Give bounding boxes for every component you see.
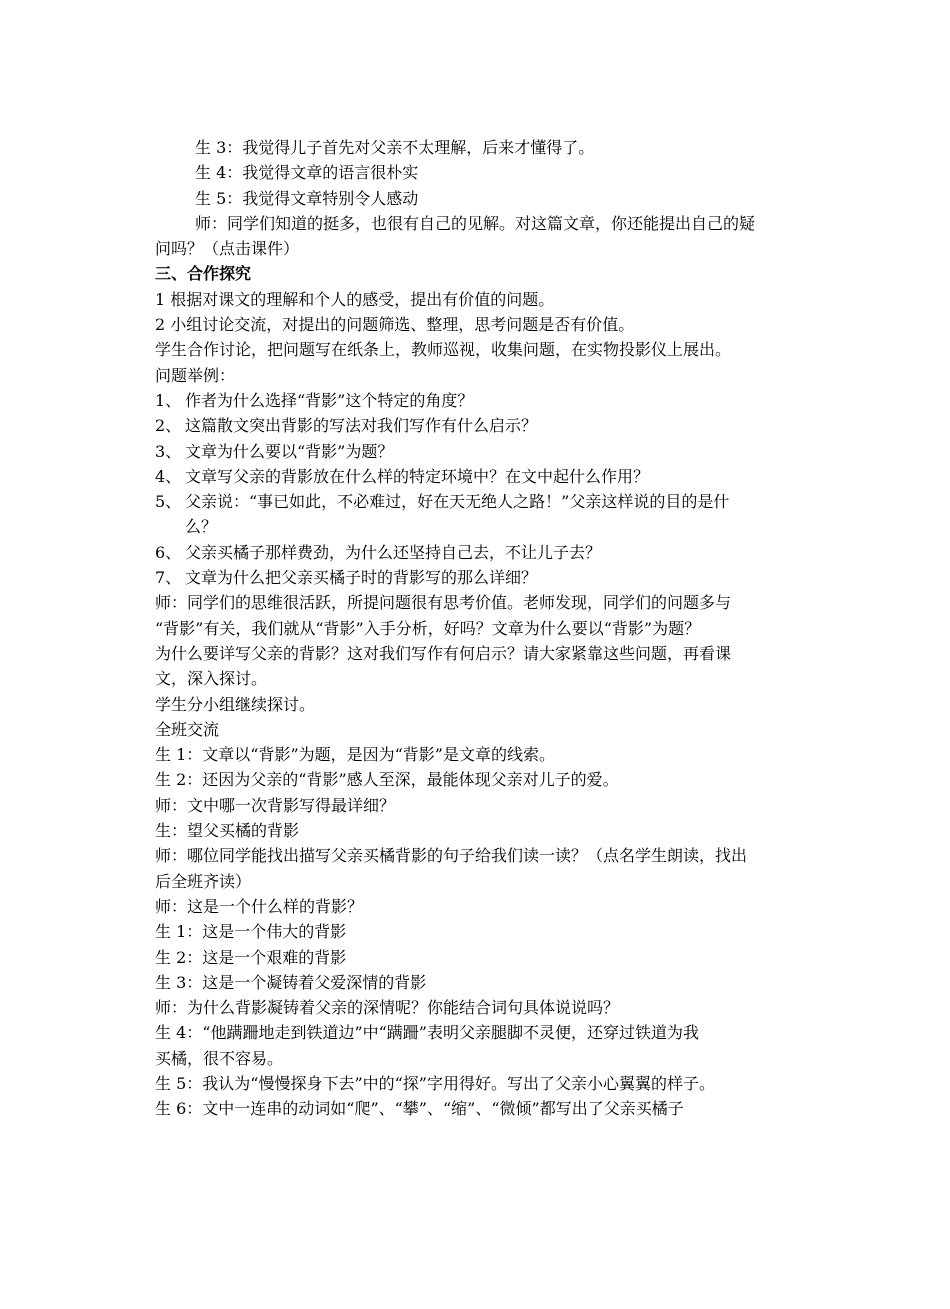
step-line: 学生合作讨论，把问题写在纸条上，教师巡视，收集问题，在实物投影仪上展出。 [155,340,732,360]
question-text: 文章为什么要以“背影”为题？ [185,441,394,461]
question-number: 7、 [155,568,182,588]
question-number: 3、 [155,441,182,461]
discussion-line: 后全班齐读） [155,871,252,891]
step-line: 2 小组讨论交流，对提出的问题筛选、整理，思考问题是否有价值。 [155,315,635,335]
question-number: 5、 [155,492,182,512]
discussion-line: 师：文中哪一次背影写得最详细？ [155,795,396,815]
discussion-line: 为什么要详写父亲的背影？这对我们写作有何启示？请大家紧靠这些问题，再看课 [155,643,732,663]
discussion-line: 师：哪位同学能找出描写父亲买橘背影的句子给我们读一读？（点名学生朗读，找出 [155,846,748,866]
teacher-line: 师：同学们知道的挺多，也很有自己的见解。对这篇文章，你还能提出自己的疑 [195,213,756,233]
question-item [155,439,815,464]
discussion-line: 生 4：“他蹒跚地走到铁道边”中“蹒跚”表明父亲腿脚不灵便，还穿过铁道为我 [155,1023,699,1043]
discussion-line: 生 3：这是一个凝铸着父爱深情的背影 [155,972,427,992]
question-text: 作者为什么选择“背影”这个特定的角度？ [185,390,474,410]
question-text: 这篇散文突出背影的写法对我们写作有什么启示？ [185,416,538,436]
question-text: 父亲说：“事已如此，不必难过，好在天无绝人之路！”父亲这样说的目的是什 [185,492,730,512]
step-line: 1 根据对课文的理解和个人的感受，提出有价值的问题。 [155,289,555,309]
document-body [155,135,815,1122]
dialogue-line: 生 5：我觉得文章特别令人感动 [195,188,419,208]
discussion-line: “背影”有关，我们就从“背影”入手分析，好吗？文章为什么要以“背影”为题？ [155,618,701,638]
discussion-line: 师：同学们的思维很活跃，所提问题很有思考价值。老师发现，同学们的问题多与 [155,593,732,613]
question-item [155,413,815,438]
step-line: 问题举例： [155,365,236,385]
discussion-line: 生 6：文中一连串的动词如“爬”、“攀”、“缩”、“微倾”都写出了父亲买橘子 [155,1099,684,1119]
question-item [155,464,815,489]
discussion-line: 生 5：我认为“慢慢探身下去”中的“探”字用得好。写出了父亲小心翼翼的样子。 [155,1073,715,1093]
discussion-line: 生 1：这是一个伟大的背影 [155,922,347,942]
question-text: 文章写父亲的背影放在什么样的特定环境中？在文中起什么作用？ [185,466,650,486]
question-text: 父亲买橘子那样费劲，为什么还坚持自己去，不让儿子去？ [185,542,602,562]
question-number: 6、 [155,542,182,562]
question-text: 文章为什么把父亲买橘子时的背影写的那么详细？ [185,568,538,588]
discussion-line: 学生分小组继续探讨。 [155,694,316,714]
section-heading: 三、合作探究 [155,264,252,284]
discussion-line: 师：这是一个什么样的背影？ [155,896,364,916]
question-item [155,565,815,590]
discussion-line: 文，深入探讨。 [155,669,268,689]
question-text-cont: 么？ [185,517,218,537]
discussion [155,590,815,1121]
dialogue-line: 生 4：我觉得文章的语言很朴实 [195,163,419,183]
question-item [155,540,815,565]
discussion-line: 生 2：还因为父亲的“背影”感人至深，最能体现父亲对儿子的爱。 [155,770,619,790]
discussion-line: 师：为什么背影凝铸着父亲的深情呢？你能结合词句具体说说吗？ [155,998,620,1018]
discussion-line: 生 1：文章以“背影”为题，是因为“背影”是文章的线索。 [155,745,555,765]
question-list [155,388,815,590]
discussion-line: 全班交流 [155,719,220,739]
discussion-line: 生：望父买橘的背影 [155,821,300,841]
question-item [155,489,815,514]
dialogue-line: 生 3：我觉得儿子首先对父亲不太理解，后来才懂得了。 [195,138,595,157]
discussion-line: 买橘，很不容易。 [155,1048,284,1068]
question-item [155,388,815,413]
teacher-line-cont: 问吗？（点击课件） [155,239,300,259]
discussion-line: 生 2：这是一个艰难的背影 [155,947,347,967]
question-number: 4、 [155,466,182,486]
question-number: 1、 [155,390,182,410]
question-number: 2、 [155,416,182,436]
